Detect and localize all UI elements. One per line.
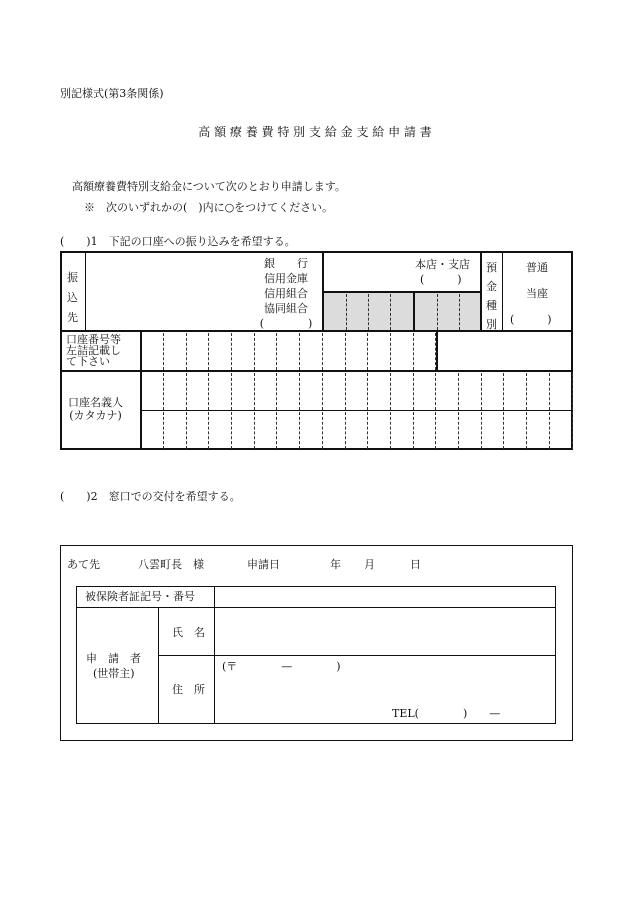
cell-divider [526,412,527,449]
cell-divider [186,412,187,449]
cell-divider [572,373,573,410]
account-holder-label [68,396,123,422]
code-digit-divider [459,294,460,330]
deposit-type-char: 金 [486,280,497,293]
cell-divider [435,333,436,370]
col-divider [502,251,503,331]
deposit-type-char: 種 [486,299,497,312]
furikomisaki-char: 込 [67,291,78,304]
cell-divider [435,412,436,449]
bank-type-shinkin: 信用金庫 [264,272,308,285]
cell-divider [322,412,323,449]
deposit-paren: ( ) [510,313,552,326]
cell-divider [367,333,368,370]
deposit-type-label [486,258,497,334]
insured-number-label: 被保険者証記号・番号 [85,590,195,603]
furikomisaki-char: 振 [67,271,78,284]
cell-divider [435,373,436,410]
cell-divider [208,333,209,370]
cell-divider [163,373,164,410]
cell-divider [345,373,346,410]
deposit-type-char: 預 [486,261,497,274]
branch-paren: ( ) [420,273,462,286]
cell-divider [413,333,414,370]
cell-divider [390,373,391,410]
cell-divider [276,333,277,370]
col-divider [158,607,159,724]
applicant-label: 申 請 者 [86,652,141,665]
name-label: 氏 名 [172,626,205,639]
bank-type-list [256,256,316,331]
cell-divider [276,412,277,449]
intro-text: 高額療養費特別支給金について次のとおり申請します。 [72,180,346,193]
furikomisaki-label [67,268,78,328]
code-digit-divider [368,294,369,330]
account-number-label-line: て下さい [66,355,110,368]
cell-divider [186,373,187,410]
option2-label: ( )2 窓口での交付を希望する。 [60,490,241,503]
cell-divider [503,412,504,449]
cell-divider [186,333,187,370]
cell-divider [572,412,573,449]
cell-divider [481,412,482,449]
cell-divider [299,333,300,370]
tel-field[interactable]: TEL( ) — [392,707,501,720]
col-divider [214,586,215,608]
col-divider [436,331,438,371]
date-label: 申請日 [247,558,280,571]
form-header: 別記様式(第3条関係) [60,87,164,100]
cell-divider [367,373,368,410]
cell-divider [299,412,300,449]
option1-label: ( )1 下記の口座への振り込みを希望する。 [60,235,296,248]
code-digit-divider [346,294,347,330]
cell-divider [367,412,368,449]
cell-divider [254,373,255,410]
cell-divider [299,373,300,410]
branch-type-label: 本店・支店 [415,258,470,271]
cell-divider [231,333,232,370]
bank-type-bank: 銀 行 [264,257,308,270]
instruction-text: ※ 次のいずれかの( )内に○をつけてください。 [84,201,334,214]
furikomisaki-char: 先 [67,311,78,324]
col-divider [480,251,482,331]
cell-divider [413,412,414,449]
addressee: 八雲町長 様 [138,558,204,571]
name-input[interactable] [216,609,554,654]
branch-code-box[interactable] [415,293,480,330]
account-holder-input-1[interactable] [142,372,572,410]
address-label: 住 所 [172,683,205,696]
cell-divider [208,373,209,410]
account-number-label [66,334,121,367]
cell-divider [526,373,527,410]
deposit-type-char: 別 [486,318,497,331]
date-day: 日 [410,558,421,571]
cell-divider [322,333,323,370]
applicant-sub-label: (世帯主) [93,667,135,680]
cell-divider [458,373,459,410]
row-divider [158,655,556,656]
cell-divider [231,412,232,449]
cell-divider [231,373,232,410]
deposit-type-toza: 当座 [526,287,548,300]
account-holder-label-line: (カタカナ) [69,409,122,422]
cell-divider [345,412,346,449]
col-divider [85,251,86,331]
date-year: 年 [330,558,341,571]
account-holder-label-line: 口座名義人 [68,396,123,409]
insured-number-input[interactable] [216,588,554,606]
cell-divider [163,333,164,370]
date-month: 月 [364,558,375,571]
account-holder-input-2[interactable] [142,411,572,449]
cell-divider [390,412,391,449]
page-title: 高 額 療 養 費 特 別 支 給 金 支 給 申 請 書 [198,125,432,139]
code-digit-divider [390,294,391,330]
cell-divider [481,373,482,410]
col-divider [214,607,215,724]
cell-divider [390,333,391,370]
cell-divider [413,373,414,410]
bank-type-other: ( ) [259,317,313,330]
bank-type-shinkumi: 信用組合 [264,287,308,300]
cell-divider [254,412,255,449]
addressee-label: あて先 [67,558,100,571]
cell-divider [549,373,550,410]
cell-divider [503,373,504,410]
cell-divider [208,412,209,449]
cell-divider [345,333,346,370]
account-number-label-line: 左詰記載し [66,344,121,357]
cell-divider [458,412,459,449]
cell-divider [276,373,277,410]
postal-code-field[interactable]: (〒 — ) [222,660,341,673]
cell-divider [254,333,255,370]
deposit-type-futsu: 普通 [526,261,548,274]
account-number-label-line: 口座番号等 [66,333,121,346]
cell-divider [163,412,164,449]
row-divider [76,607,556,608]
cell-divider [549,412,550,449]
code-digit-divider [437,294,438,330]
bank-type-kyodo: 協同組合 [264,302,308,315]
cell-divider [322,373,323,410]
